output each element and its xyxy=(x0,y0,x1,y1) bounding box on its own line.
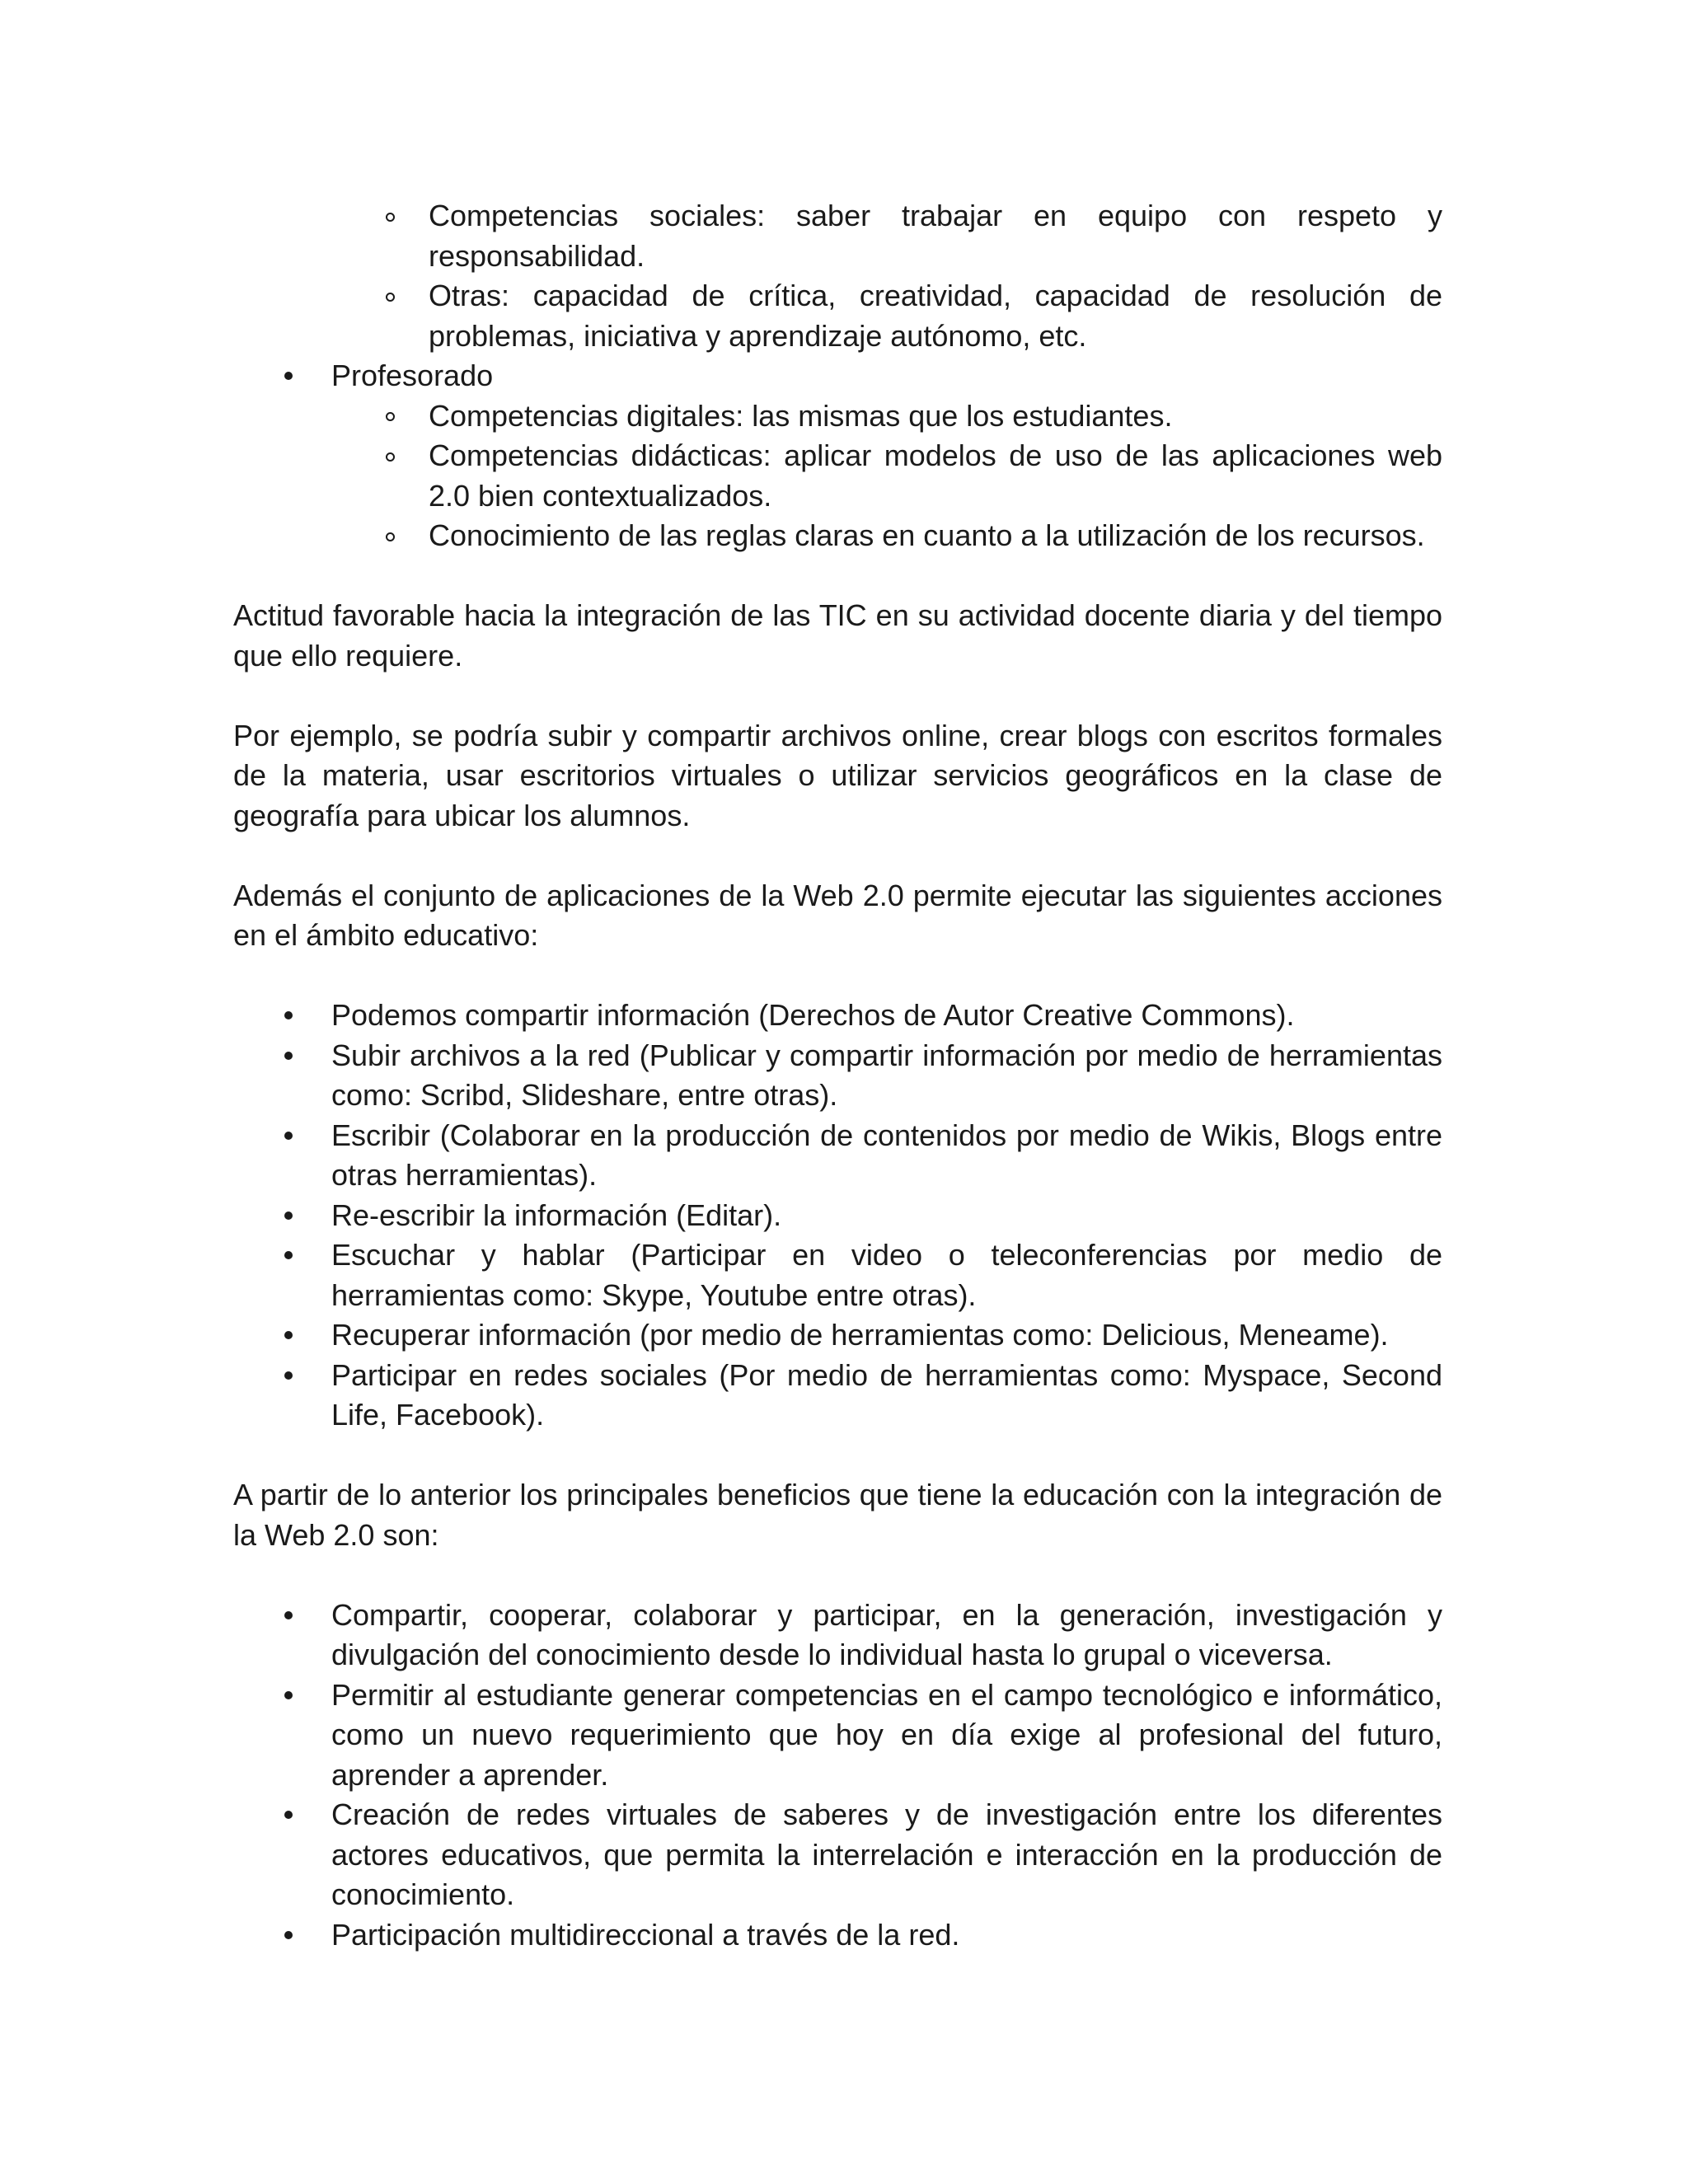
list-item-text: Participación multidireccional a través de la red. xyxy=(331,1917,960,1952)
bullet-icon xyxy=(280,1315,297,1356)
list-item xyxy=(233,1196,1442,1236)
list-item xyxy=(233,1315,1442,1356)
list-item-text: Competencias sociales: saber trabajar en equipo con respeto y responsabilidad. xyxy=(429,199,1442,273)
list-item-text: Otras: capacidad de crítica, creatividad, capacidad de resolución de problemas, iniciativa y aprendizaje autónomo, etc. xyxy=(429,279,1442,353)
bullet-icon xyxy=(280,1036,297,1076)
bullet-icon xyxy=(280,1915,297,1956)
list-item xyxy=(233,276,1442,356)
list-item-text: Participar en redes sociales (Por medio de herramientas como: Myspace, Second Life, Facebook). xyxy=(331,1357,1442,1432)
list-item-text: Recuperar información (por medio de herramientas como: Delicious, Meneame). xyxy=(331,1318,1389,1352)
list-item-text: Competencias didácticas: aplicar modelos de uso de las aplicaciones web 2.0 bien contextualizados. xyxy=(429,438,1442,513)
list-item xyxy=(331,436,1442,516)
list-item-text: Podemos compartir información (Derechos de Autor Creative Commons). xyxy=(331,998,1295,1032)
profesorado-sublist xyxy=(331,396,1442,556)
list-item xyxy=(233,1036,1442,1116)
list-item-text: Re-escribir la información (Editar). xyxy=(331,1197,782,1232)
list-item xyxy=(233,1235,1442,1315)
bullet-icon xyxy=(280,996,297,1036)
circle-bullet-icon xyxy=(382,516,398,556)
circle-bullet-icon xyxy=(382,196,398,237)
list-item-text: Escribir (Colaborar en la producción de contenidos por medio de Wikis, Blogs entre otras herramientas). xyxy=(331,1118,1442,1192)
acciones-list xyxy=(233,996,1442,1436)
paragraph-ejemplo: Por ejemplo, se podría subir y compartir archivos online, crear blogs con escritos formales de la materia, usar escritorios virtuales o utilizar servicios geográficos en la clase de geografía para ubicar los alumnos. xyxy=(233,718,1442,832)
beneficios-list xyxy=(233,1596,1442,1956)
list-item-text: Conocimiento de las reglas claras en cuanto a la utilización de los recursos. xyxy=(429,518,1425,552)
list-item xyxy=(233,196,1442,276)
circle-bullet-icon xyxy=(382,396,398,437)
list-item xyxy=(233,1356,1442,1436)
paragraph-actitud: Actitud favorable hacia la integración de las TIC en su actividad docente diaria y del tiempo que ello requiere. xyxy=(233,598,1442,673)
list-item-text: Profesorado xyxy=(331,359,494,392)
bullet-icon xyxy=(280,1596,297,1636)
list-item-text: Creación de redes virtuales de saberes y de investigación entre los diferentes actores educativos, que permita la interrelación e interacción en la producción de conocimiento. xyxy=(331,1797,1442,1911)
list-item-text: Subir archivos a la red (Publicar y compartir información por medio de herramientas como: Scribd, Slideshare, entre otras). xyxy=(331,1038,1442,1112)
list-item-profesorado xyxy=(233,356,1442,556)
bullet-icon xyxy=(280,1116,297,1156)
bullet-icon xyxy=(280,1356,297,1396)
list-item xyxy=(233,996,1442,1036)
circle-bullet-icon xyxy=(382,436,398,476)
list-item xyxy=(233,1795,1442,1915)
circle-bullet-icon xyxy=(382,276,398,316)
list-item xyxy=(233,1675,1442,1796)
list-item-text: Compartir, cooperar, colaborar y participar, en la generación, investigación y divulgación del conocimiento desde lo individual hasta lo grupal o viceversa. xyxy=(331,1597,1442,1671)
list-item xyxy=(233,1116,1442,1196)
bullet-icon xyxy=(280,1795,297,1835)
list-item-text: Escuchar y hablar (Participar en video o teleconferencias por medio de herramientas como: Skype, Youtube entre otras). xyxy=(331,1238,1442,1312)
list-item-text: Permitir al estudiante generar competencias en el campo tecnológico e informático, como un nuevo requerimiento que hoy en día exige al profesional del futuro, aprender a aprender. xyxy=(331,1677,1442,1792)
profesorado-list xyxy=(233,356,1442,556)
list-item xyxy=(331,396,1442,437)
list-item xyxy=(233,1596,1442,1675)
list-item xyxy=(331,516,1442,556)
bullet-icon xyxy=(280,1675,297,1716)
document-page xyxy=(233,196,1442,1955)
bullet-icon xyxy=(280,356,297,396)
paragraph-ademas: Además el conjunto de aplicaciones de la Web 2.0 permite ejecutar las siguientes acciones en el ámbito educativo: xyxy=(233,878,1442,952)
list-item xyxy=(233,1915,1442,1956)
list-item-text: Competencias digitales: las mismas que los estudiantes. xyxy=(429,398,1173,433)
paragraph-beneficios: A partir de lo anterior los principales beneficios que tiene la educación con la integración de la Web 2.0 son: xyxy=(233,1478,1442,1552)
top-sublist xyxy=(233,196,1442,356)
bullet-icon xyxy=(280,1196,297,1236)
bullet-icon xyxy=(280,1235,297,1276)
